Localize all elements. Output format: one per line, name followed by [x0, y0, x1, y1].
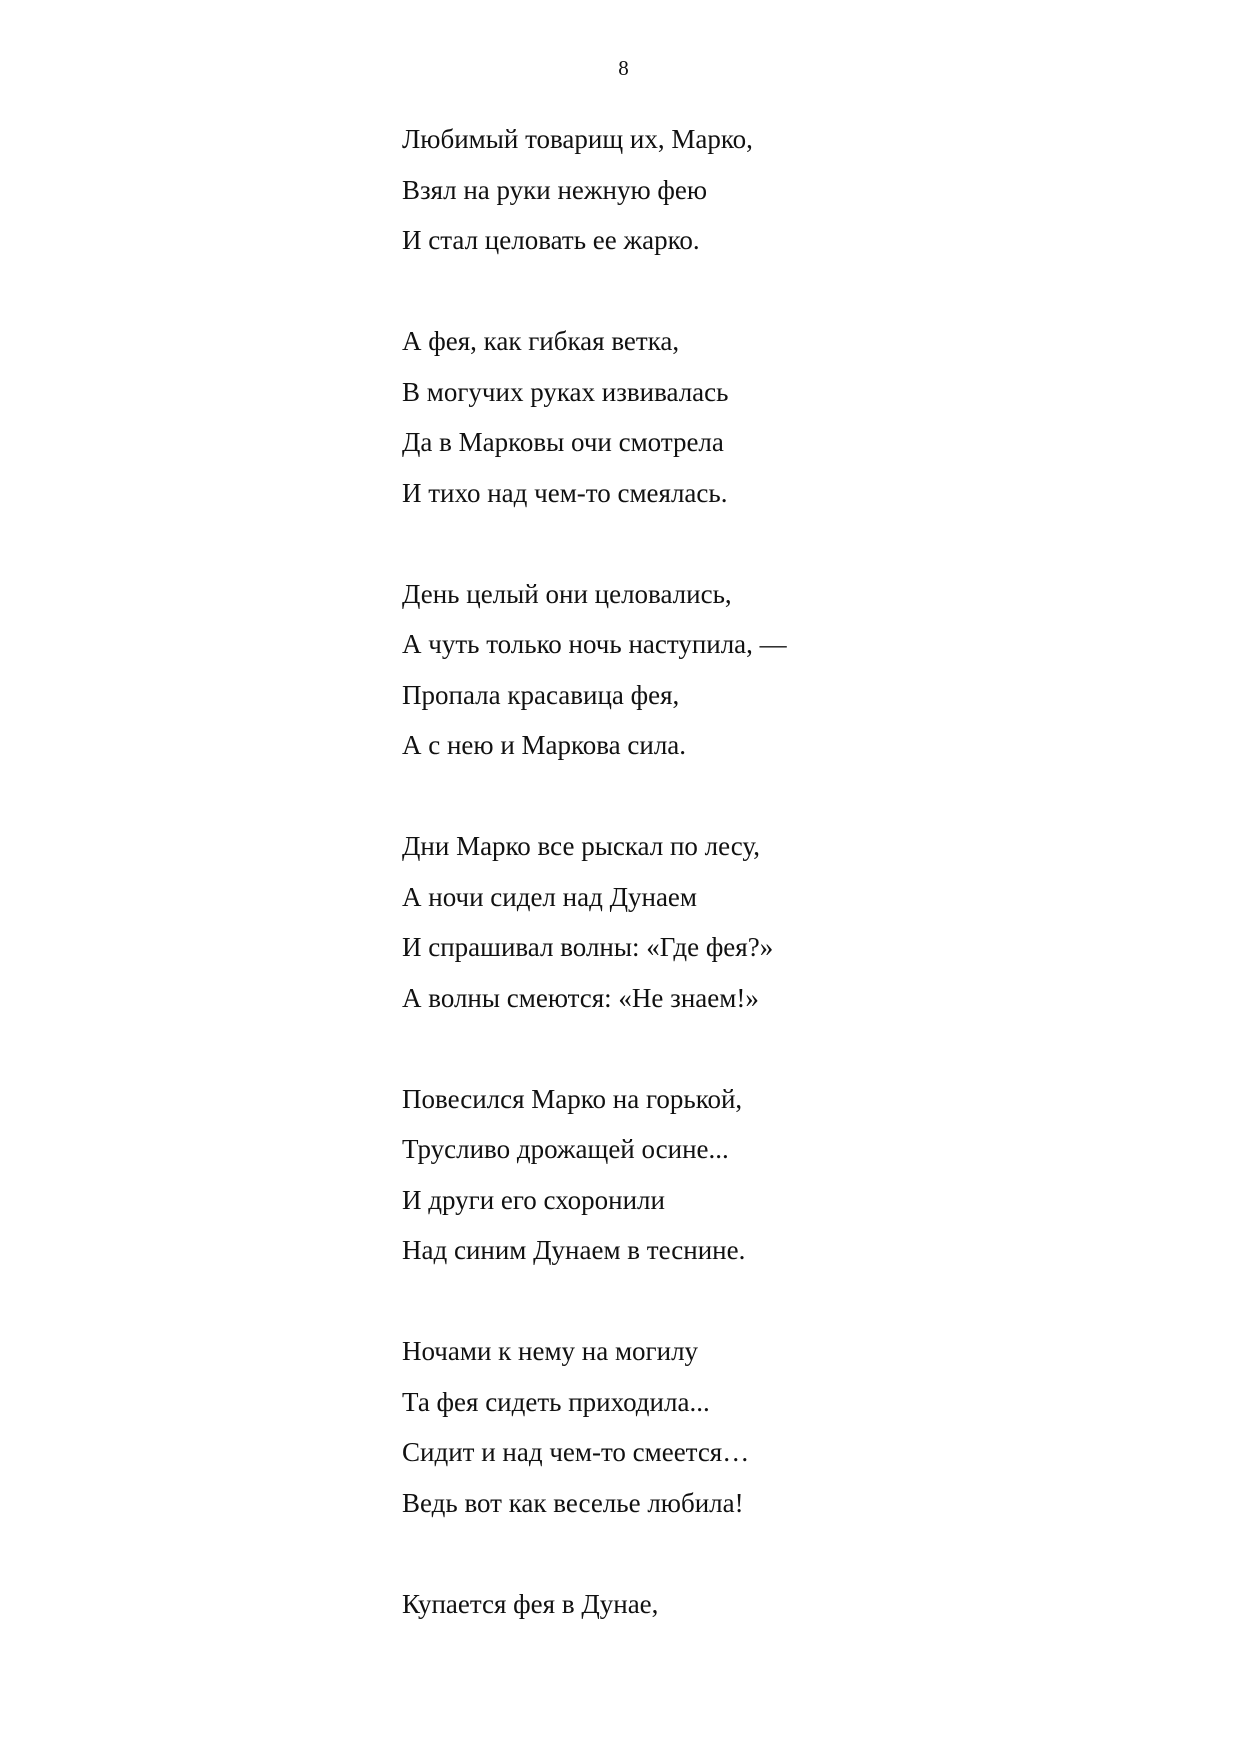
poem-line: А фея, как гибкая ветка,	[402, 326, 680, 356]
poem-line: Та фея сидеть приходила...	[402, 1386, 710, 1417]
poem-line: А ночи сидел над Дунаем	[402, 881, 697, 912]
stanza	[402, 316, 1162, 518]
poem-line: А волны смеются: «Не знаем!»	[402, 982, 759, 1013]
poem-line: Трусливо дрожащей осине...	[402, 1134, 729, 1164]
stanza-gap	[402, 1023, 1162, 1074]
poem-line: Да в Марковы очи смотрела	[402, 427, 724, 457]
stanza-gap	[402, 771, 1162, 822]
poem-line: Ведь вот как веселье любила!	[402, 1487, 744, 1518]
stanza	[402, 1579, 1162, 1630]
poem-line: И спрашивал волны: «Где фея?»	[402, 932, 774, 962]
poem-line: Над синим Дунаем в теснине.	[402, 1235, 746, 1265]
poem-line: Повесился Марко на горькой,	[402, 1083, 743, 1114]
stanza	[402, 569, 1162, 771]
poem-line: День целый они целовались,	[402, 578, 732, 609]
stanza	[402, 114, 1162, 266]
poem-line: И стал целовать ее жарко.	[402, 225, 700, 255]
poem-line: Взял на руки нежную фею	[402, 174, 708, 205]
poem-body	[402, 114, 1162, 1629]
poem-line: И тихо над чем-то смеялась.	[402, 477, 728, 508]
stanza	[402, 1074, 1162, 1276]
poem-line: Дни Марко все рыскал по лесу,	[402, 831, 760, 861]
poem-line: Ночами к нему на могилу	[402, 1336, 699, 1366]
stanza-gap	[402, 518, 1162, 569]
stanza-gap	[402, 1528, 1162, 1579]
poem-line: А с нею и Маркова сила.	[402, 730, 687, 760]
poem-line: Сидит и над чем-то смеется…	[402, 1437, 750, 1467]
stanza	[402, 1326, 1162, 1528]
page-number: 8	[618, 56, 629, 80]
stanza-gap	[402, 1276, 1162, 1327]
poem-line: И други его схоронили	[402, 1184, 665, 1215]
poem-line: В могучих руках извивалась	[402, 376, 729, 407]
poem-line: Любимый товарищ их, Марко,	[402, 124, 753, 154]
poem-line: А чуть только ночь наступила, —	[402, 629, 787, 659]
poem-line: Купается фея в Дунае,	[402, 1588, 659, 1619]
stanza	[402, 821, 1162, 1023]
poem-line: Пропала красавица фея,	[402, 679, 680, 710]
stanza-gap	[402, 266, 1162, 317]
